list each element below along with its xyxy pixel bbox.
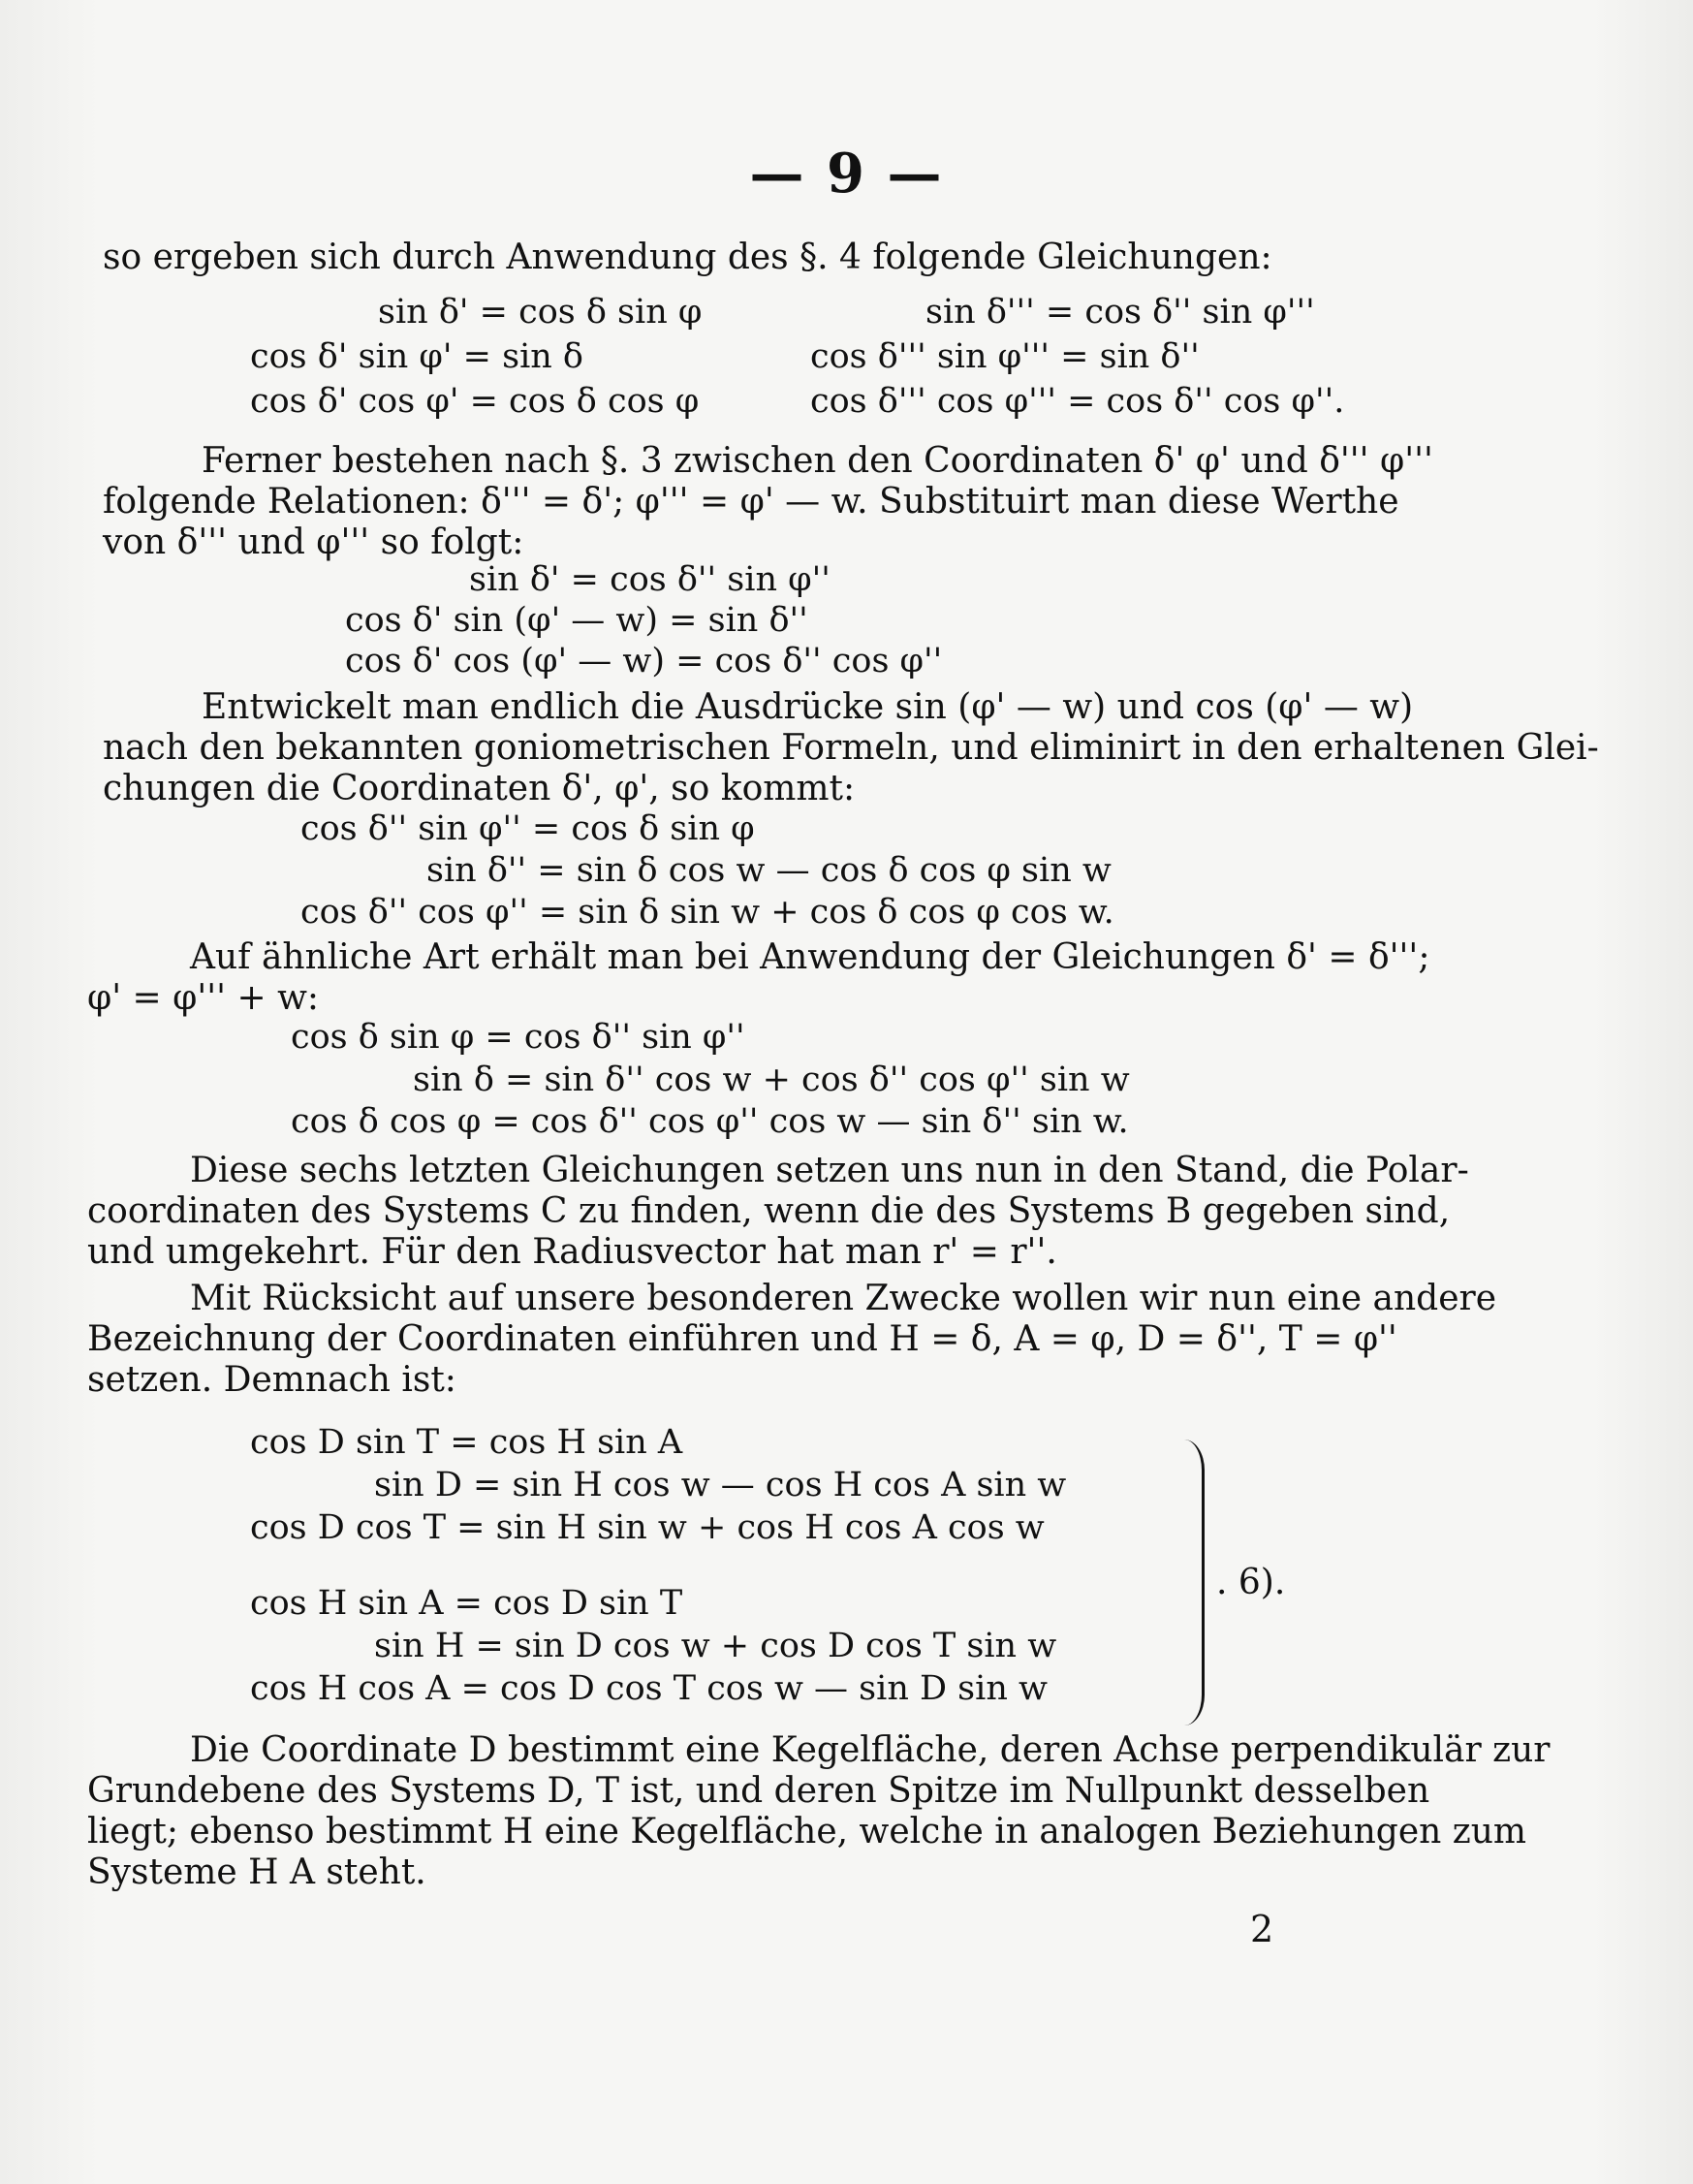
- text-line: Bezeichnung der Coordinaten einführen und H = δ, A = φ, D = δ'', T = φ'': [87, 1319, 1397, 1359]
- equation-brace: [1184, 1440, 1205, 1725]
- equation: cos D sin T = cos H sin A: [250, 1423, 683, 1462]
- equation: cos δ cos φ = cos δ'' cos φ'' cos w — sin δ'' sin w.: [291, 1102, 1129, 1141]
- text-line: nach den bekannten goniometrischen Formeln, und eliminirt in den erhaltenen Glei-: [103, 728, 1599, 768]
- equation: cos δ'' sin φ'' = cos δ sin φ: [300, 809, 755, 848]
- equation: cos δ' sin φ' = sin δ: [250, 337, 584, 376]
- text-line: φ' = φ''' + w:: [87, 978, 320, 1018]
- page-header: — 9 —: [749, 142, 944, 206]
- equation: cos δ''' cos φ''' = cos δ'' cos φ''.: [810, 382, 1345, 421]
- text-line: setzen. Demnach ist:: [87, 1360, 456, 1400]
- equation: cos δ''' sin φ''' = sin δ'': [810, 337, 1200, 376]
- text-line: Grundebene des Systems D, T ist, und deren Spitze im Nullpunkt desselben: [87, 1771, 1430, 1811]
- equation: sin δ''' = cos δ'' sin φ''': [925, 293, 1315, 332]
- text-line: Systeme H A steht.: [87, 1852, 426, 1892]
- equation: cos δ' cos φ' = cos δ cos φ: [250, 382, 700, 421]
- equation: sin δ'' = sin δ cos w — cos δ cos φ sin w: [426, 851, 1112, 890]
- equation: cos δ sin φ = cos δ'' sin φ'': [291, 1018, 745, 1057]
- equation: sin H = sin D cos w + cos D cos T sin w: [374, 1627, 1057, 1665]
- text-line: coordinaten des Systems C zu finden, wenn die des Systems B gegeben sind,: [87, 1191, 1451, 1231]
- text-line: von δ''' und φ''' so folgt:: [103, 522, 524, 562]
- equation: cos δ'' cos φ'' = sin δ sin w + cos δ cos φ cos w.: [300, 893, 1114, 932]
- text-line: und umgekehrt. Für den Radiusvector hat man r' = r''.: [87, 1232, 1057, 1272]
- text-line: chungen die Coordinaten δ', φ', so kommt:: [103, 769, 856, 808]
- equation: sin δ = sin δ'' cos w + cos δ'' cos φ'' sin w: [413, 1060, 1130, 1099]
- text-line: Die Coordinate D bestimmt eine Kegelfläche, deren Achse perpendikulär zur: [190, 1730, 1551, 1770]
- text-line: Auf ähnliche Art erhält man bei Anwendung der Gleichungen δ' = δ''';: [190, 937, 1430, 977]
- equation: cos D cos T = sin H sin w + cos H cos A cos w: [250, 1508, 1045, 1547]
- equation: cos H cos A = cos D cos T cos w — sin D sin w: [250, 1669, 1048, 1708]
- equation: cos H sin A = cos D sin T: [250, 1584, 683, 1623]
- text-line: so ergeben sich durch Anwendung des §. 4 folgende Gleichungen:: [103, 237, 1272, 277]
- page-signature: 2: [1250, 1908, 1274, 1950]
- text-line: Mit Rücksicht auf unsere besonderen Zwecke wollen wir nun eine andere: [190, 1279, 1497, 1318]
- text-line: liegt; ebenso bestimmt H eine Kegelfläche, welche in analogen Beziehungen zum: [87, 1812, 1527, 1852]
- text-line: Ferner bestehen nach §. 3 zwischen den Coordinaten δ' φ' und δ''' φ''': [202, 441, 1433, 481]
- text-line: Diese sechs letzten Gleichungen setzen uns nun in den Stand, die Polar-: [190, 1151, 1469, 1190]
- equation-number: . 6).: [1216, 1563, 1286, 1602]
- equation: cos δ' sin (φ' — w) = sin δ'': [345, 601, 808, 640]
- equation: sin δ' = cos δ'' sin φ'': [469, 560, 831, 599]
- equation: sin D = sin H cos w — cos H cos A sin w: [374, 1466, 1067, 1504]
- equation: sin δ' = cos δ sin φ: [378, 293, 703, 332]
- text-line: Entwickelt man endlich die Ausdrücke sin (φ' — w) und cos (φ' — w): [202, 687, 1414, 727]
- equation: cos δ' cos (φ' — w) = cos δ'' cos φ'': [345, 642, 943, 681]
- text-line: folgende Relationen: δ''' = δ'; φ''' = φ' — w. Substituirt man diese Werthe: [103, 482, 1399, 522]
